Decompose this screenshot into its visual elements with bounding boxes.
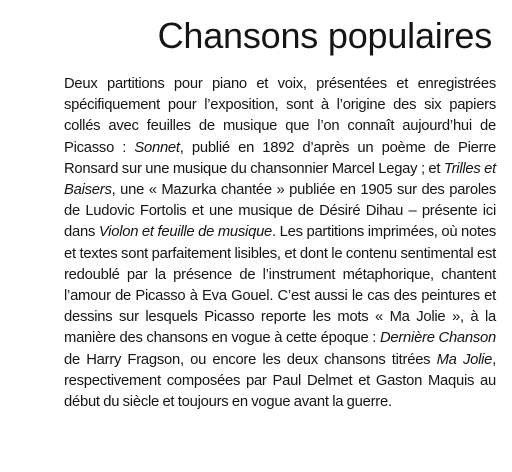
italic-title-violon-et-feuille: Violon et feuille de musique [98,224,273,241]
italic-title-ma-jolie: Ma Jolie [436,351,493,368]
italic-title-sonnet: Sonnet [134,139,180,156]
text-segment: , respectivement composées par Paul Delmet et Gaston Maquis au début du siècle et toujours en vogue avant la guerre. [64,351,496,411]
body-paragraph [64,74,496,413]
page-title: Chansons populaires [157,15,492,56]
text-segment: , publié en 1892 d’après un poème de Pierre Ronsard sur une musique du chansonnier Marcel Legay ; et [64,139,496,177]
italic-title-trilles-et-baisers: Trilles et Baisers [64,160,497,199]
text-segment: Deux partitions pour piano et voix, présentées et enregistrées spécifiquement pour l’exposition, sont à l’origine des six papiers collés avec feuilles de musique que l’on connaît aujourd’hui de Picasso : [64,76,496,156]
text-segment: . Les partitions imprimées, où notes et textes sont parfaitement lisibles, et dont le contenu sentimental est redoublé par la présence de l’instrument métaphorique, chantent l’amour de Picasso à Eva Gouel. C’est aussi le cas des peintures et dessins sur lesquels Picasso reporte les mots « Ma Jolie », à la manière des chansons en vogue à cette époque : [64,224,496,347]
text-segment: , une « Mazurka chantée » publiée en 1905 sur des paroles de Ludovic Fortolis et une musique de Désiré Dihau – présente ici dans [64,182,496,241]
text-segment: de Harry Fragson, ou encore les deux chansons titrées [64,351,437,368]
italic-title-derniere-chanson: Dernière Chanson [379,330,496,347]
